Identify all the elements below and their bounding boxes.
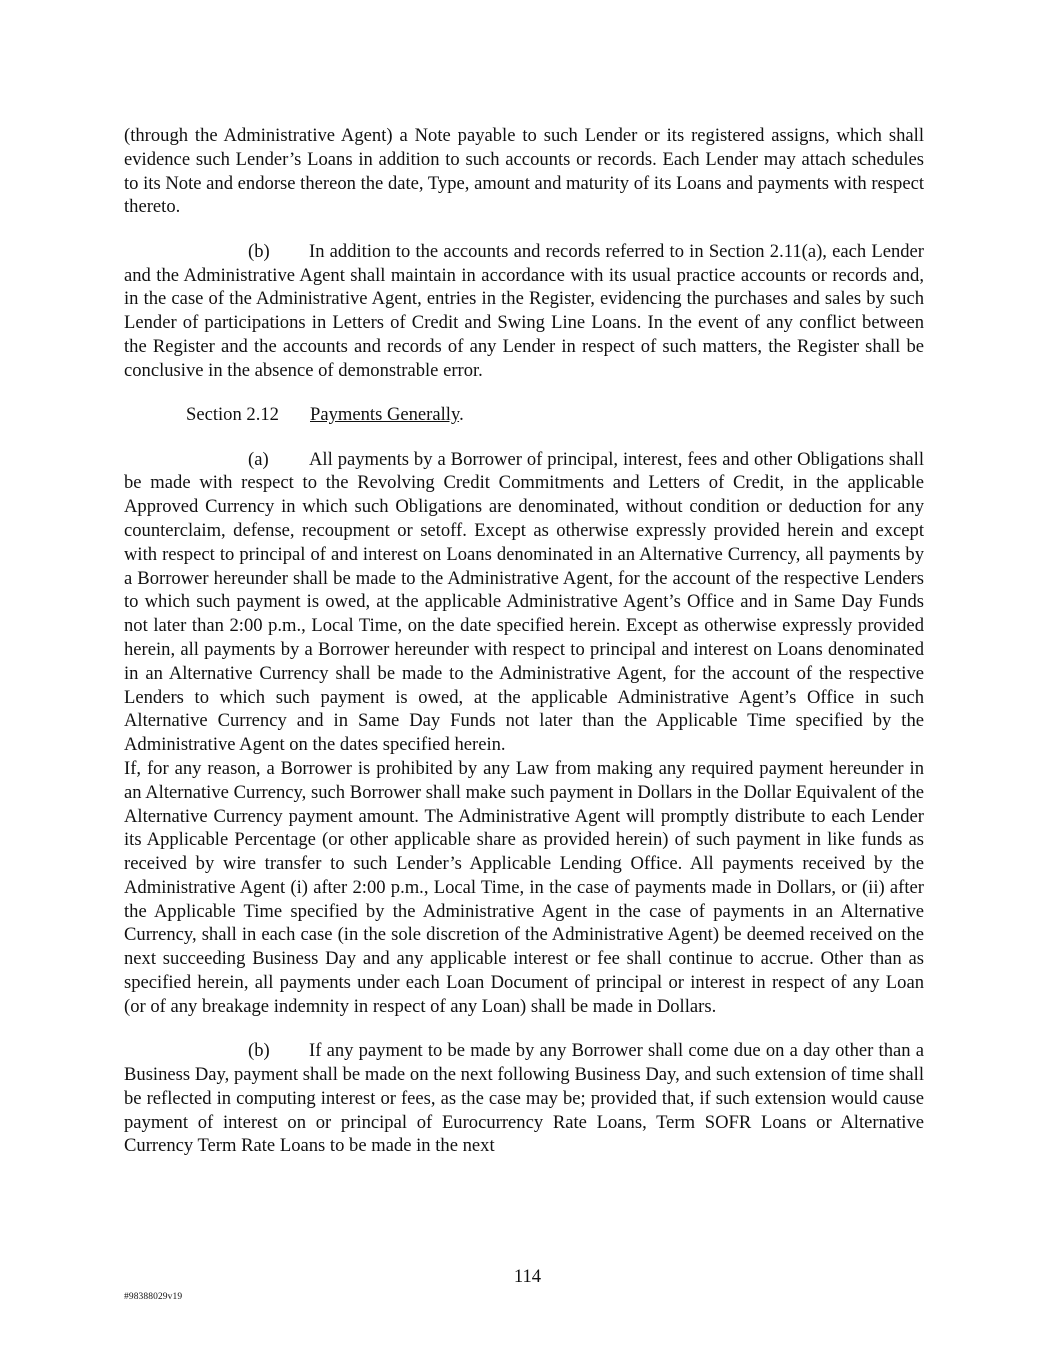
paragraph-a-payments — [124, 448, 924, 757]
clause-label: (a) — [248, 448, 269, 470]
paragraph-b-records — [124, 240, 924, 383]
clause-label: (b) — [248, 1040, 270, 1062]
section-number: Section 2.12 — [186, 404, 279, 426]
paragraph-prohibited-by-law — [124, 757, 924, 1019]
paragraph-text: All payments by a Borrower of principal, interest, fees and other Obligations shall be made with respect to the Revolving Credit Commitments and Letters of Credit, in the applicable Approved Currency in which such Obligations are denominated, without condition or deduction for any counterclaim, defense, recoupment or setoff. Except as otherwise expressly provided herein and except with respect to principal of and interest on Loans denominated in an Alternative Currency, all payments by a Borrower hereunder shall be made to the Administrative Agent, for the account of the respective Lenders to which such payment is owed, at the applicable Administrative Agent’s Office and in Same Day Funds not later than 2:00 p.m., Local Time, on the date specified herein. Except as otherwise expressly provided herein, all payments by a Borrower hereunder with respect to principal and interest on Loans denominated in an Alternative Currency shall be made to the Administrative Agent, for the account of the respective Lenders to which such payment is owed, at the applicable Administrative Agent’s Office in such Alternative Currency and in Same Day Funds not later than the Applicable Time specified by the Administrative Agent on the dates specified herein. — [124, 448, 924, 756]
paragraph-text: In addition to the accounts and records referred to in Section 2.11(a), each Lender and the Administrative Agent shall maintain in accordance with its usual practice accounts or records and, in the case of the Administrative Agent, entries in the Register, evidencing the purchases and sales by such Lender of participations in Letters of Credit and Swing Line Loans. In the event of any conflict between the Register and the accounts and records of any Lender in respect of such matters, the Register shall be conclusive in the absence of demonstrable error. — [124, 240, 924, 381]
document-id: #98388029v19 — [124, 1292, 183, 1302]
paragraph-text: (through the Administrative Agent) a Note payable to such Lender or its registered assigns, which shall evidence such Lender’s Loans in addition to such accounts or records. Each Lender may attach schedules to its Note and endorse thereon the date, Type, amount and maturity of its Loans and payments with respect thereto. — [124, 125, 924, 218]
section-heading — [124, 403, 924, 427]
section-title: Payments Generally — [310, 404, 460, 426]
document-page — [124, 124, 924, 1158]
paragraph-note-continuation — [124, 124, 924, 219]
paragraph-b-business-day — [124, 1039, 924, 1158]
paragraph-text: If, for any reason, a Borrower is prohibited by any Law from making any required payment hereunder in an Alternative Currency, such Borrower shall make such payment in Dollars in the Dollar Equivalent of the Alternative Currency payment amount. The Administrative Agent will promptly distribute to each Lender its Applicable Percentage (or other applicable share as provided herein) of such payment in like funds as received by wire transfer to such Lender’s Applicable Lending Office. All payments received by the Administrative Agent (i) after 2:00 p.m., Local Time, in the case of payments made in Dollars, or (ii) after the Applicable Time specified by the Administrative Agent in the case of payments in an Alternative Currency, shall in each case (in the sole discretion of the Administrative Agent) be deemed received on the next succeeding Business Day and any applicable interest or fee shall continue to accrue. Other than as specified herein, all payments under each Loan Document of principal or interest in respect of any Loan (or of any breakage indemnity in respect of any Loan) shall be made in Dollars. — [124, 757, 924, 1017]
section-title-period: . — [459, 404, 464, 426]
page-number: 114 — [513, 1266, 542, 1287]
paragraph-text: If any payment to be made by any Borrower shall come due on a day other than a Business Day, payment shall be made on the next following Business Day, and such extension of time shall be reflected in computing interest or fees, as the case may be; provided that, if such extension would cause payment of interest on or principal of Eurocurrency Rate Loans, Term SOFR Loans or Alternative Currency Term Rate Loans to be made in the next — [124, 1040, 924, 1157]
clause-label: (b) — [248, 240, 270, 262]
